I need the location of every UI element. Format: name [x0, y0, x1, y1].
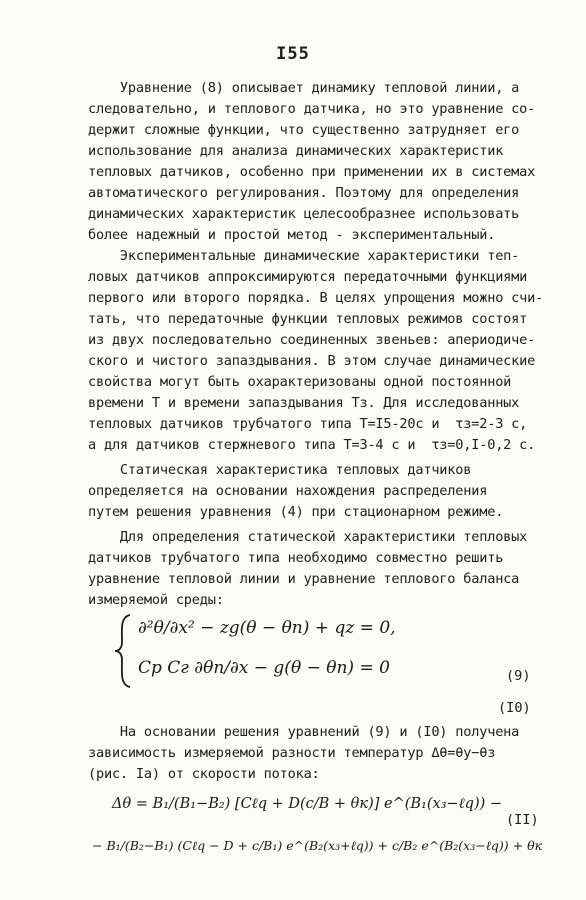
text-line: зависимость измеряемой разности температур Δθ=θу−θз	[88, 745, 496, 761]
text-line: уравнение тепловой линии и уравнение теплового баланса	[88, 571, 520, 587]
text-line: Статическая характеристика тепловых датчиков	[88, 462, 472, 478]
text-line: Для определения статической характеристики тепловых	[88, 529, 528, 545]
equation-number: (I0)	[498, 700, 531, 716]
equation-11-line1: Δθ = B₁/(B₁−B₂) [Cℓq + D(c/B + θк)] e^(B₁(x₃−ℓq)) −	[112, 796, 503, 812]
text-line: а для датчиков стержневого типа Т=3-4 с и τз=0,I-0,2 с.	[88, 437, 536, 453]
text-line: тепловых датчиков трубчатого типа Т=I5-20с и τз=2-3 с,	[88, 416, 528, 432]
text-line: динамических характеристик целесообразнее использовать	[88, 206, 520, 222]
text-line: использование для анализа динамических характеристик	[88, 143, 504, 159]
equation-9-line2: Cр Cг ∂θп/∂x − g(θ − θп) = 0	[138, 658, 390, 678]
text-line: из двух последовательно соединенных звеньев: апериодиче-	[88, 332, 536, 348]
text-line: тепловых датчиков, особенно при применении их в системах	[88, 164, 536, 180]
text-line: На основании решения уравнений (9) и (I0) получена	[88, 724, 520, 740]
text-line: времени Т и времени запаздывания Тз. Для исследованных	[88, 395, 520, 411]
equation-number: (9)	[506, 668, 531, 684]
text-line: Уравнение (8) описывает динамику тепловой линии, а	[88, 80, 520, 96]
text-line: ловых датчиков аппроксимируются передаточными функциями	[88, 269, 528, 285]
text-line: путем решения уравнения (4) при стационарном режиме.	[88, 504, 504, 520]
text-line: свойства могут быть охарактеризованы одной постоянной	[88, 374, 512, 390]
text-line: держит сложные функции, что существенно затрудняет его	[88, 122, 520, 138]
text-line: тать, что передаточные функции тепловых режимов состоят	[88, 311, 528, 327]
equation-9-line1: ∂²θ/∂x² − zg(θ − θп) + qz = 0,	[138, 618, 396, 638]
text-line: датчиков трубчатого типа необходимо совместно решить	[88, 550, 504, 566]
text-line: автоматического регулирования. Поэтому для определения	[88, 185, 520, 201]
text-line: Экспериментальные динамические характеристики теп-	[88, 248, 520, 264]
text-line: ского и чистого запаздывания. В этом случае динамические	[88, 353, 536, 369]
page-number: I55	[276, 44, 310, 64]
equation-number: (II)	[506, 812, 539, 828]
equation-11-line2: − B₁/(B₂−B₁) (Cℓq − D + c/B₁) e^(B₂(x₃+ℓq)) + c/B₂ e^(B₂(x₃−ℓq)) + θк	[92, 838, 543, 853]
text-line: первого или второго порядка. В целях упрощения можно счи-	[88, 290, 544, 306]
text-line: измеряемой среды:	[88, 592, 224, 608]
text-line: следовательно, и теплового датчика, но это уравнение со-	[88, 101, 536, 117]
text-line: (рис. Iа) от скорости потока:	[88, 766, 320, 782]
brace-icon	[112, 612, 134, 690]
text-line: определяется на основании нахождения распределения	[88, 483, 488, 499]
text-line: более надежный и простой метод - экспериментальный.	[88, 227, 496, 243]
